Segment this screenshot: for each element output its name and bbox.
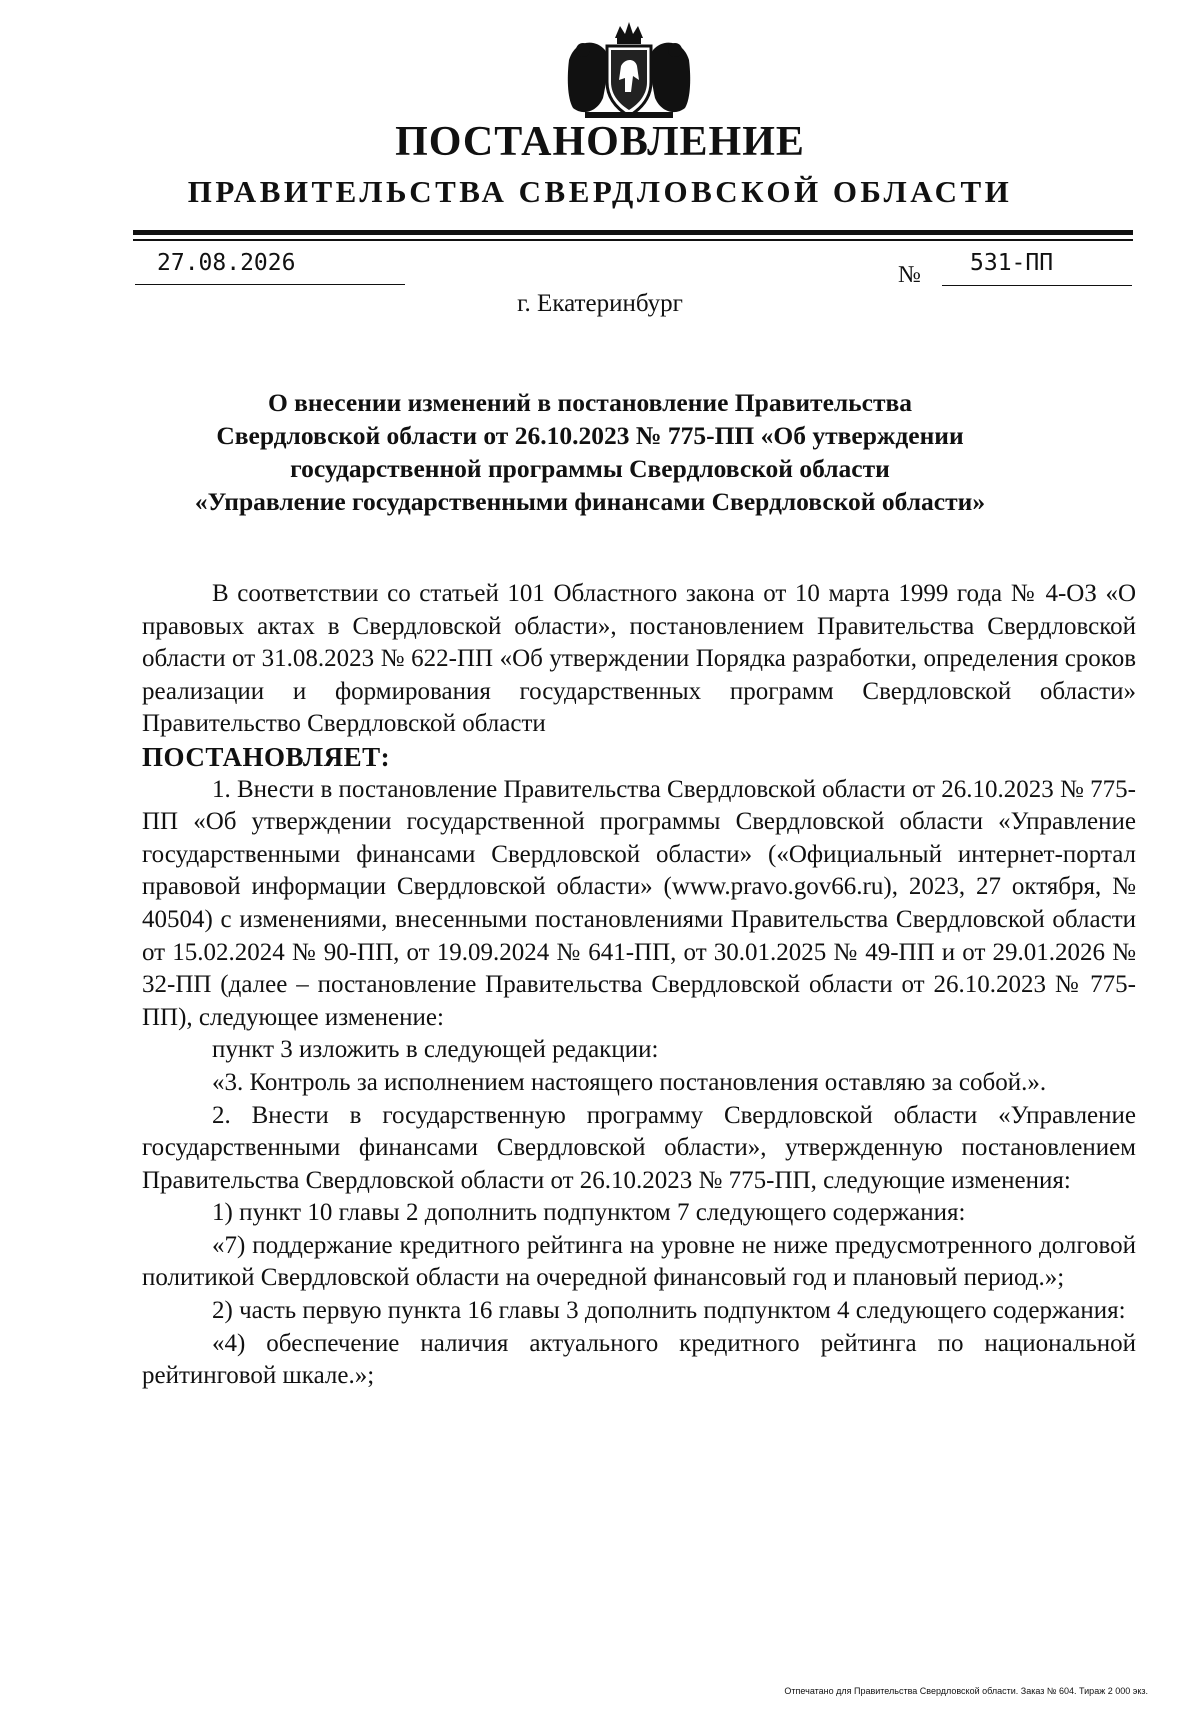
issuing-authority: ПРАВИТЕЛЬСТВА СВЕРДЛОВСКОЙ ОБЛАСТИ bbox=[187, 174, 1013, 209]
heading-line: государственной программы Свердловской области bbox=[290, 454, 890, 483]
header-rule-thin bbox=[133, 239, 1133, 241]
item-2-2-quote-paragraph: «4) обеспечение наличия актуального кредитного рейтинга по национальной рейтинговой шкале.»; bbox=[142, 1329, 1136, 1390]
item-2-1-paragraph: 1) пункт 10 главы 2 дополнить подпунктом 7 следующего содержания: bbox=[212, 1199, 966, 1227]
heading-line: Свердловской области от 26.10.2023 № 775-ПП «Об утверждении bbox=[216, 421, 964, 450]
document-body bbox=[142, 578, 1136, 1393]
number-underline bbox=[942, 285, 1132, 286]
document-number: 531-ПП bbox=[970, 250, 1054, 276]
heading-line: «Управление государственными финансами Свердловской области» bbox=[194, 487, 986, 516]
resolves-label: ПОСТАНОВЛЯЕТ: bbox=[142, 741, 391, 772]
coat-of-arms-icon bbox=[565, 20, 693, 120]
item-2-2-paragraph: 2) часть первую пункта 16 главы 3 дополнить подпунктом 4 следующего содержания: bbox=[212, 1297, 1126, 1325]
number-sign: № bbox=[898, 262, 921, 288]
city-label: г. Екатеринбург bbox=[517, 290, 683, 317]
item-1-paragraph: 1. Внести в постановление Правительства Свердловской области от 26.10.2023 № 775-ПП «Об утверждении государственной программы Свердловской области «Управление государственными финансами Свердловской области» («Официальный интернет-портал правовой информации Свердловской области» (www.pravo.gov66.ru), 2023, 27 октября, № 40504) с изменениями, внесенными постановлениями Правительства Свердловской области от 15.02.2024 № 90-ПП, от 19.09.2024 № 641-ПП, от 30.01.2025 № 49-ПП и от 29.01.2026 № 32-ПП (далее – постановление Правительства Свердловской области от 26.10.2023 № 775-ПП), следующее изменение: bbox=[142, 775, 1136, 1031]
document-heading bbox=[150, 386, 1030, 518]
preamble-paragraph: В соответствии со статьей 101 Областного закона от 10 марта 1999 года № 4-ОЗ «О правовых актах в Свердловской области», постановлением Правительства Свердловской области от 31.08.2023 № 622-ПП «Об утверждении Порядка разработки, определения сроков реализации и формирования государственных программ Свердловской области» Правительство Свердловской области bbox=[142, 580, 1136, 738]
date-underline bbox=[135, 284, 405, 285]
item-2-1-quote-paragraph: «7) поддержание кредитного рейтинга на уровне не ниже предусмотренного долговой политикой Свердловской области на очередной финансовый год и плановый период.»; bbox=[142, 1231, 1136, 1292]
print-note: Отпечатано для Правительства Свердловской области. Заказ № 604. Тираж 2 000 экз. bbox=[784, 1686, 1148, 1696]
item-1-quote-paragraph: «3. Контроль за исполнением настоящего постановления оставляю за собой.». bbox=[212, 1068, 1047, 1096]
heading-line: О внесении изменений в постановление Правительства bbox=[267, 388, 913, 417]
item-2-paragraph: 2. Внести в государственную программу Свердловской области «Управление государственными финансами Свердловской области», утвержденную постановлением Правительства Свердловской области от 26.10.2023 № 775-ПП, следующие изменения: bbox=[142, 1101, 1136, 1194]
header-rule-thick bbox=[133, 230, 1133, 235]
item-1-sub-paragraph: пункт 3 изложить в следующей редакции: bbox=[212, 1036, 659, 1064]
document-title: ПОСТАНОВЛЕНИЕ bbox=[395, 119, 805, 165]
document-date: 27.08.2026 bbox=[157, 250, 296, 276]
